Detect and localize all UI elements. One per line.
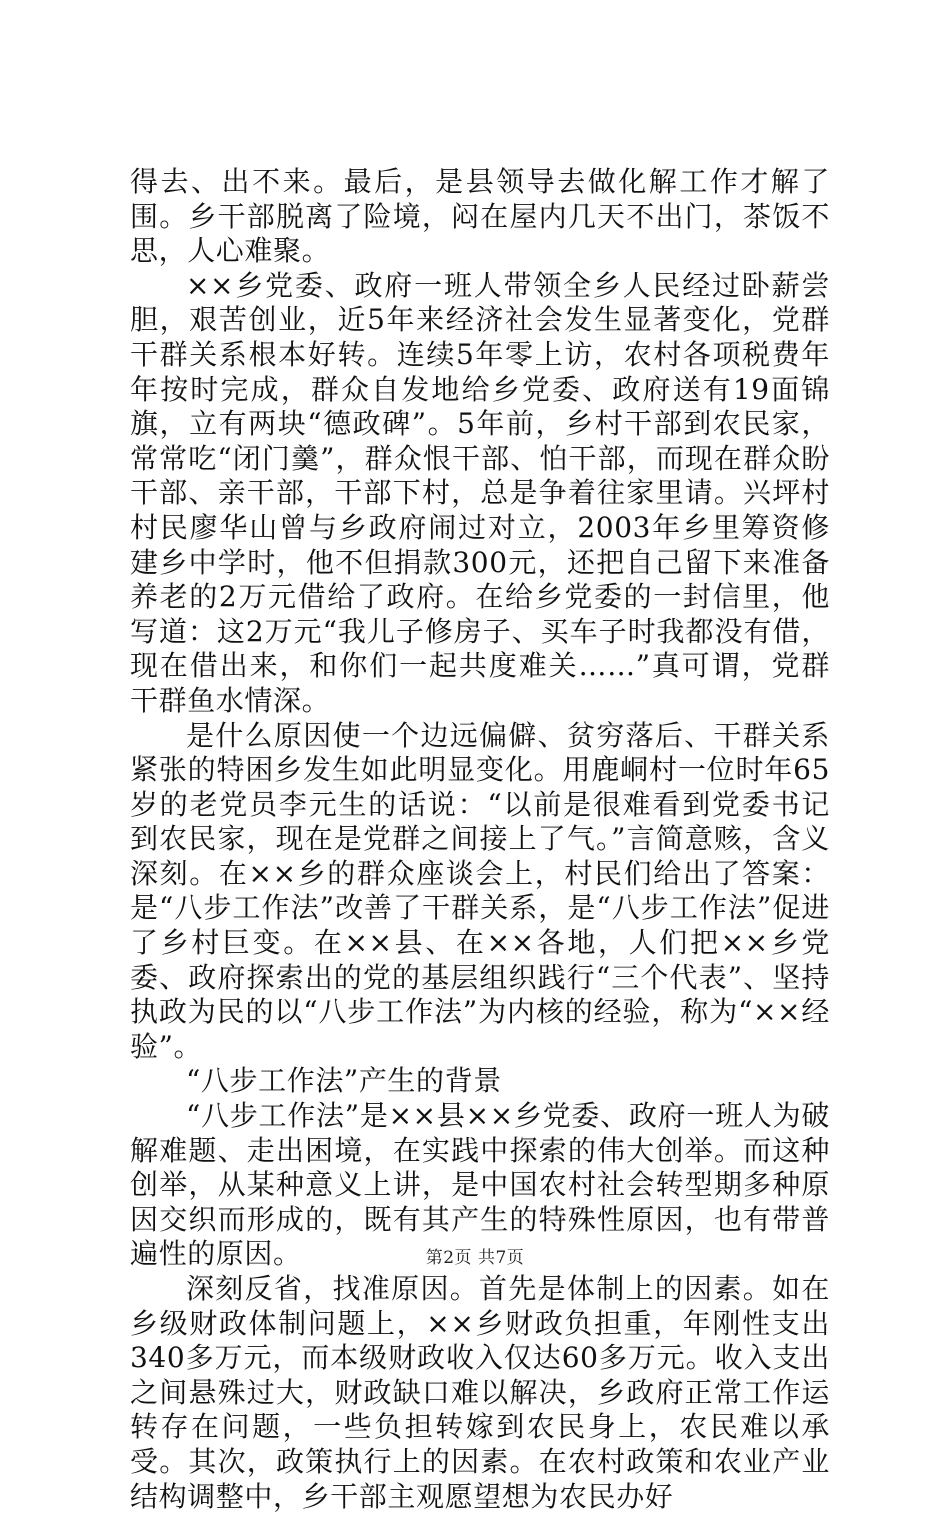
section-heading: “八步工作法”产生的背景 <box>186 1064 502 1098</box>
paragraph: 是什么原因使一个边远偏僻、贫穷落后、干群关系紧张的特困乡发生如此明显变化。用鹿峒村一位时年65岁的老党员李元生的话说：“以前是很难看到党委书记到农民家，现在是党群之间接上了气。”言简意赅，含义深刻。在××乡的群众座谈会上，村民们给出了答案：是“八步工作法”改善了干群关系，是“八步工作法”促进了乡村巨变。在××县、在××各地，人们把××乡党委、政府探索出的党的基层组织践行“三个代表”、坚持执政为民的以“八步工作法”为内核的经验，称为“××经验”。 <box>130 718 830 1063</box>
paragraph: ××乡党委、政府一班人带领全乡人民经过卧薪尝胆，艰苦创业，近5年来经济社会发生显著变化，党群干群关系根本好转。连续5年零上访，农村各项税费年年按时完成，群众自发地给乡党委、政府送有19面锦旗，立有两块“德政碑”。5年前，乡村干部到农民家，常常吃“闭门羹”，群众恨干部、怕干部，而现在群众盼干部、亲干部，干部下村，总是争着往家里请。兴坪村村民廖华山曾与乡政府闹过对立，2003年乡里筹资修建乡中学时，他不但捐款300元，还把自己留下来准备养老的2万元借给了政府。在给乡党委的一封信里，他写道：这2万元“我儿子修房子、买车子时我都没有借，现在借出来，和你们一起共度难关……”真可谓，党群干群鱼水情深。 <box>130 268 830 717</box>
paragraph-continuation: 得去、出不来。最后，是县领导去做化解工作才解了围。乡干部脱离了险境，闷在屋内几天不出门，茶饭不思，人心难聚。 <box>130 165 830 268</box>
document-body <box>130 165 830 1514</box>
paragraph: “八步工作法”是××县××乡党委、政府一班人为破解难题、走出困境，在实践中探索的伟大创举。而这种创举，从某种意义上讲，是中国农村社会转型期多种原因交织而形成的，既有其产生的特殊性原因，也有带普遍性的原因。 <box>130 1099 830 1271</box>
paragraph: 深刻反省，找准原因。首先是体制上的因素。如在乡级财政体制问题上，××乡财政负担重，年刚性支出340多万元，而本级财政收入仅达60多万元。收入支出之间悬殊过大，财政缺口难以解决，乡政府正常工作运转存在问题，一些负担转嫁到农民身上，农民难以承受。其次，政策执行上的因素。在农村政策和农业产业结构调整中，乡干部主观愿望想为农民办好 <box>130 1272 830 1513</box>
page-number-footer: 第2页 共7页 <box>425 1248 525 1268</box>
